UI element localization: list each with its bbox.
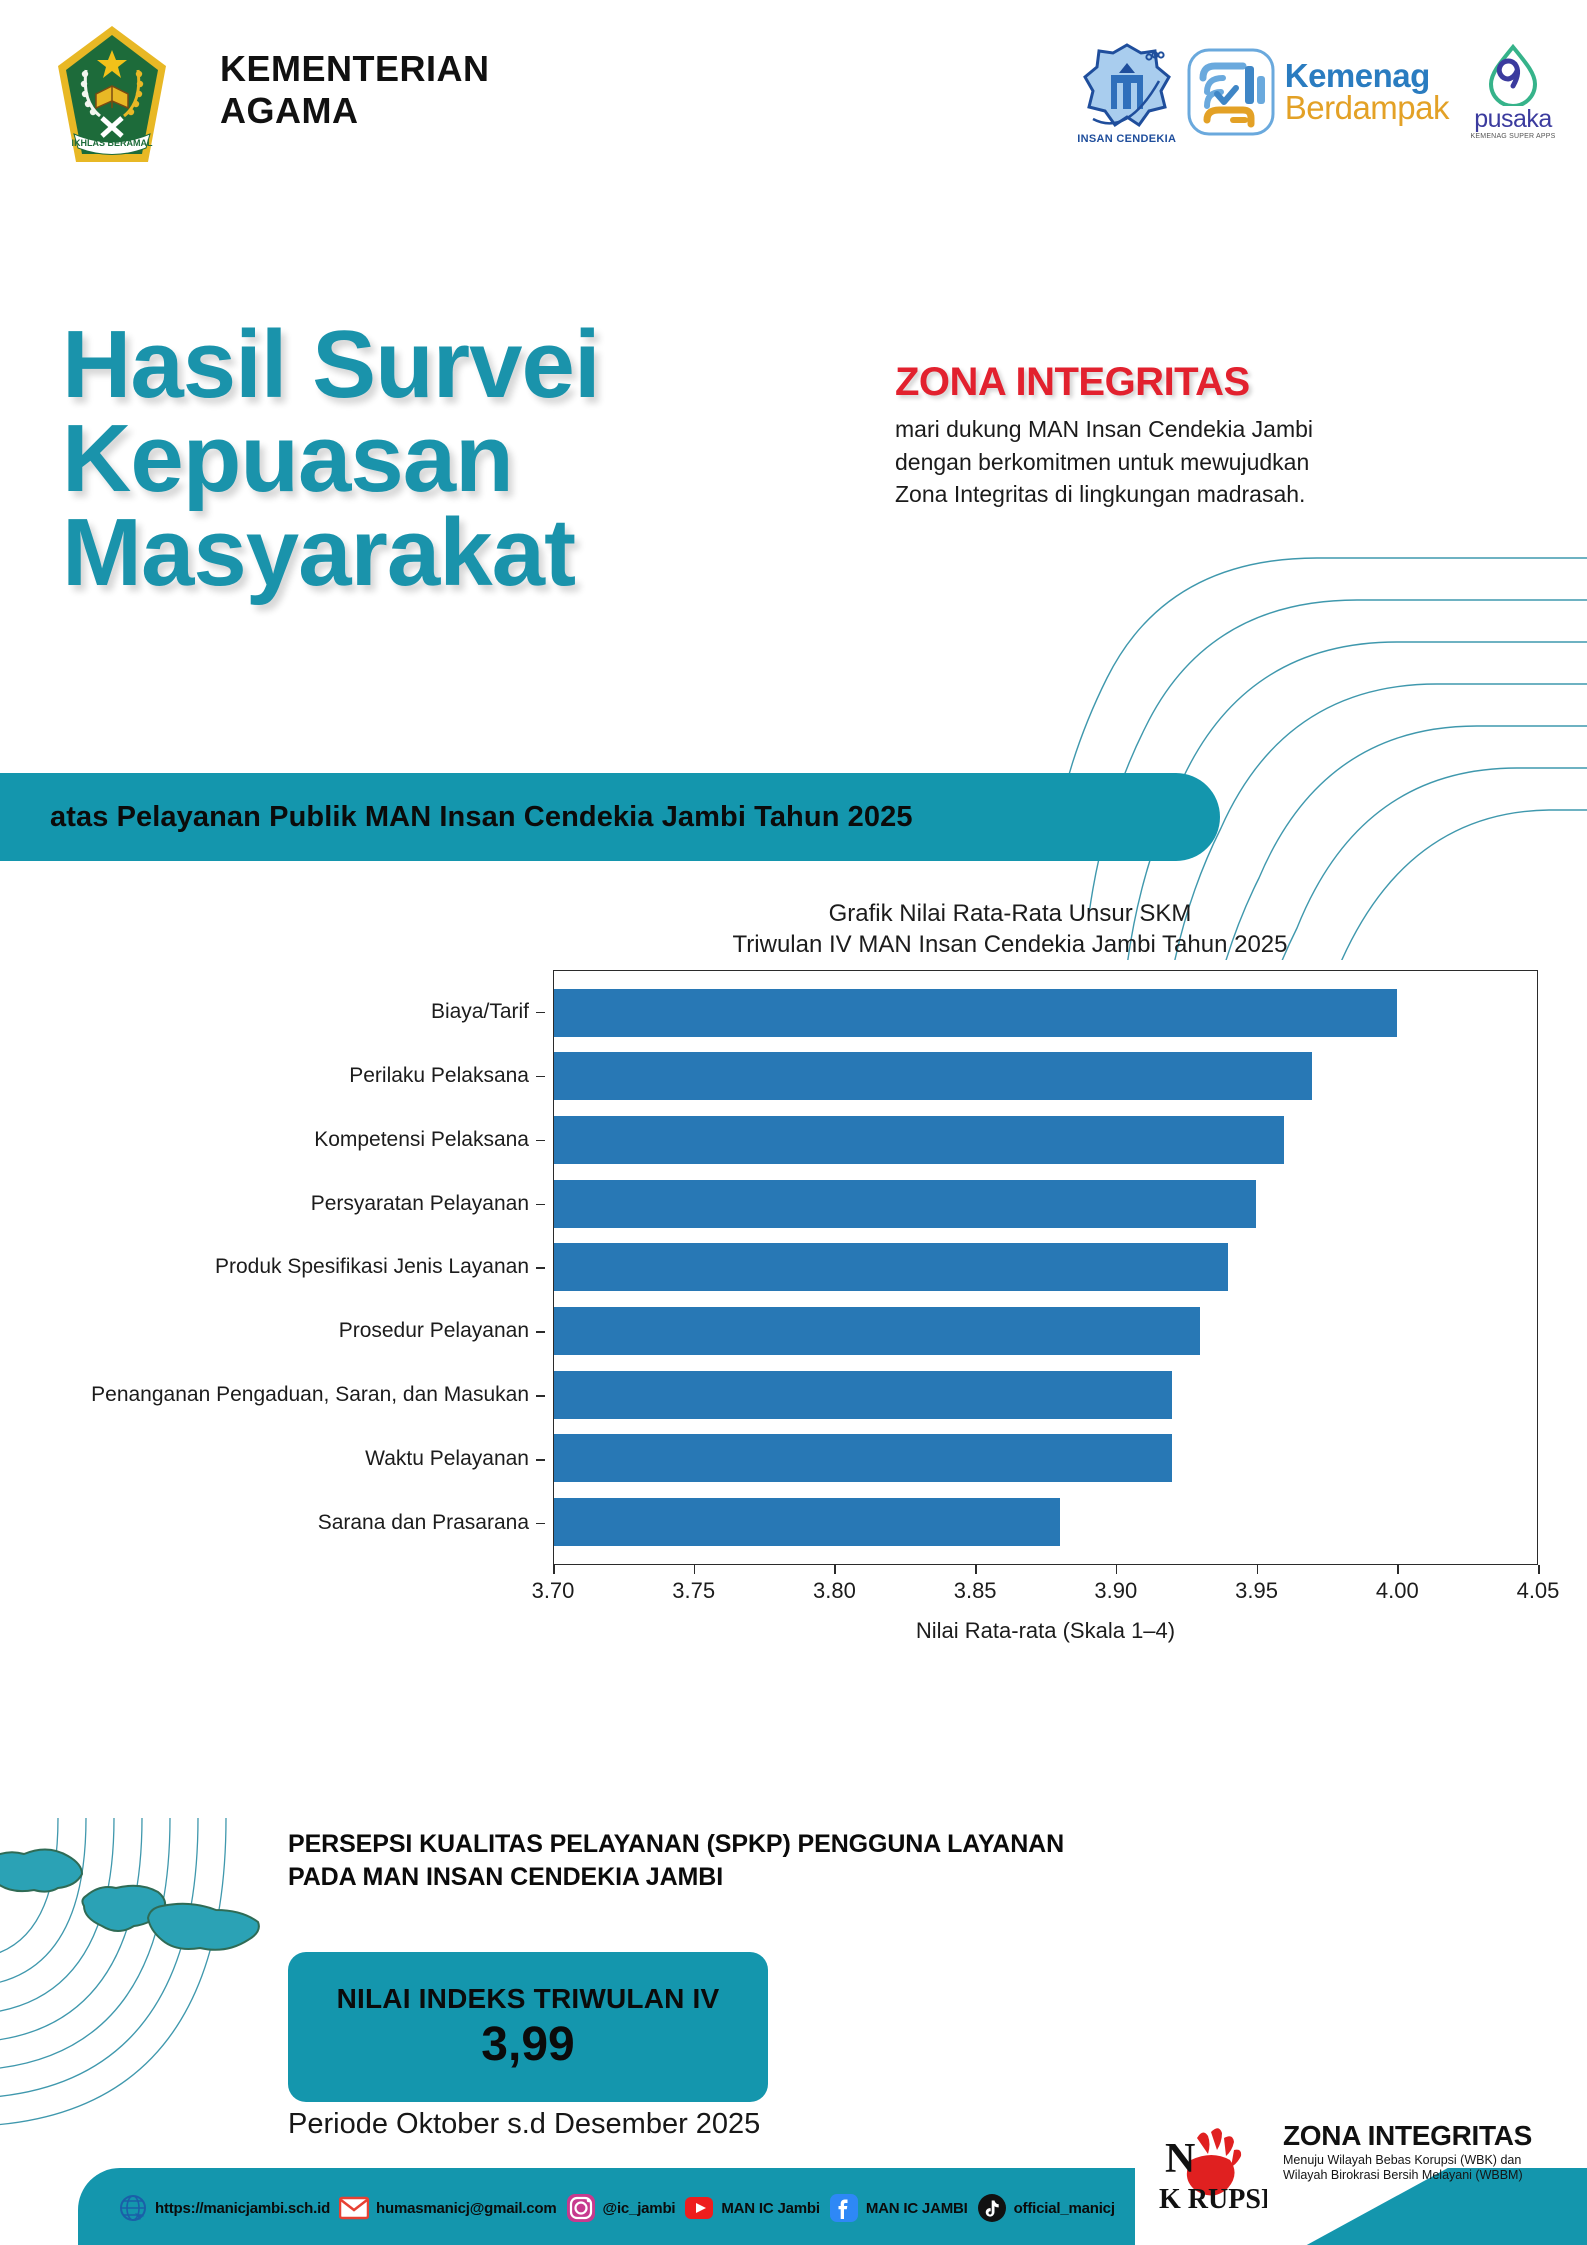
chart-bar bbox=[554, 1307, 1200, 1355]
footer-contact-text: official_manicj bbox=[1013, 2199, 1115, 2217]
chart-x-tick bbox=[1257, 1565, 1259, 1574]
emblem-korupsi-word: K RUPSI bbox=[1159, 2184, 1267, 2215]
zona-integritas-badge-title: ZONA INTEGRITAS bbox=[1283, 2120, 1533, 2151]
decorative-islands-graphic bbox=[0, 1818, 310, 2158]
chart-bar bbox=[554, 1498, 1060, 1546]
chart-x-tick-label: 3.70 bbox=[531, 1578, 575, 1603]
chart-bar-row bbox=[554, 1243, 1537, 1291]
facebook-icon bbox=[829, 2193, 859, 2223]
chart-bar bbox=[554, 1243, 1228, 1291]
index-score-label: NILAI INDEKS TRIWULAN IV bbox=[336, 1982, 720, 2014]
chart-bar-row bbox=[554, 1371, 1537, 1419]
zona-integritas-callout bbox=[895, 360, 1495, 511]
instagram-icon bbox=[566, 2193, 596, 2223]
chart-category-label: Waktu Pelayanan bbox=[0, 1435, 545, 1483]
chart-subtitle: Triwulan IV MAN Insan Cendekia Jambi Tahun 2025 bbox=[732, 931, 1288, 959]
period-text: Periode Oktober s.d Desember 2025 bbox=[288, 2108, 761, 2140]
kemenag-berdampak-mark-icon bbox=[1187, 48, 1275, 136]
page-title-line1: Hasil Survei bbox=[62, 311, 600, 418]
chart-x-axis-title: Nilai Rata-rata (Skala 1–4) bbox=[915, 1618, 1176, 1643]
chart-bars bbox=[554, 971, 1537, 1564]
kemenag-berdampak-line2: Berdampak bbox=[1284, 89, 1449, 126]
pusaka-droplet-icon bbox=[1485, 44, 1541, 106]
chart-x-tick bbox=[1538, 1565, 1540, 1574]
page-title-line3: Masyarakat bbox=[62, 499, 576, 607]
skm-bar-chart bbox=[0, 890, 1587, 1820]
chart-x-tick-label: 3.95 bbox=[1235, 1578, 1278, 1603]
chart-x-tick bbox=[553, 1565, 555, 1574]
chart-bar bbox=[554, 1180, 1256, 1228]
chart-bar bbox=[554, 1116, 1284, 1164]
chart-category-axis bbox=[0, 970, 545, 1565]
footer-contact-text: humasmanicj@gmail.com bbox=[376, 2199, 557, 2217]
chart-bar-row bbox=[554, 1498, 1537, 1546]
page-title-line2: Kepuasan bbox=[62, 405, 513, 513]
footer-contact-item[interactable] bbox=[339, 2193, 556, 2223]
tiktok-icon bbox=[977, 2193, 1007, 2223]
spkp-line1: PERSEPSI KUALITAS PELAYANAN (SPKP) PENGGUNA LAYANAN bbox=[288, 1830, 1065, 1858]
kemenag-berdampak-line1: Kemenag bbox=[1284, 57, 1430, 95]
chart-x-tick-label: 3.90 bbox=[1094, 1578, 1138, 1603]
footer-contact-item[interactable] bbox=[684, 2193, 819, 2223]
chart-x-tick-label: 4.00 bbox=[1375, 1578, 1419, 1603]
footer-contact-text: https://manicjambi.sch.id bbox=[155, 2199, 331, 2217]
chart-x-tick bbox=[694, 1565, 696, 1574]
chart-category-label: Prosedur Pelayanan bbox=[0, 1307, 545, 1355]
footer-contact-item[interactable] bbox=[829, 2193, 968, 2223]
chart-x-tick bbox=[975, 1565, 977, 1574]
chart-bar-row bbox=[554, 1434, 1537, 1482]
chart-bar-row bbox=[554, 1052, 1537, 1100]
ministry-name-line2: AGAMA bbox=[220, 90, 359, 132]
chart-bar-row bbox=[554, 989, 1537, 1037]
globe-icon bbox=[118, 2193, 148, 2223]
kementerian-agama-logo-icon bbox=[52, 22, 172, 170]
page-title bbox=[62, 311, 882, 607]
spkp-line2: PADA MAN INSAN CENDEKIA JAMBI bbox=[288, 1863, 724, 1891]
chart-x-tick-label: 3.85 bbox=[953, 1578, 997, 1603]
chart-title-main: Grafik Nilai Rata-Rata Unsur SKM bbox=[828, 900, 1192, 927]
pusaka-name: pusaka bbox=[1474, 105, 1552, 133]
ministry-name-line1: KEMENTERIAN bbox=[220, 48, 490, 89]
chart-bar bbox=[554, 989, 1397, 1037]
chart-bar bbox=[554, 1434, 1172, 1482]
ministry-name bbox=[220, 48, 490, 133]
footer-contact-list bbox=[118, 2188, 1115, 2228]
chart-category-label: Penanganan Pengaduan, Saran, dan Masukan bbox=[0, 1371, 545, 1419]
pusaka-logo bbox=[1463, 44, 1563, 140]
chart-bar-row bbox=[554, 1116, 1537, 1164]
chart-title bbox=[560, 898, 1460, 960]
anti-korupsi-emblem-icon bbox=[1145, 2104, 1267, 2226]
chart-x-tick-label: 3.80 bbox=[813, 1578, 856, 1603]
footer-contact-text: @ic_jambi bbox=[602, 2199, 676, 2217]
zona-integritas-badge-text bbox=[1283, 2122, 1583, 2184]
chart-x-tick bbox=[1116, 1565, 1118, 1574]
chart-bar-row bbox=[554, 1307, 1537, 1355]
zona-integritas-badge-sub2: Wilayah Birokrasi Bersih Melayani (WBBM) bbox=[1283, 2168, 1523, 2183]
zona-integritas-body-line3: Zona Integritas di lingkungan madrasah. bbox=[895, 481, 1306, 508]
chart-x-axis bbox=[531, 1565, 1560, 1611]
chart-category-label: Sarana dan Prasarana bbox=[0, 1499, 545, 1547]
subtitle-banner bbox=[0, 773, 1220, 861]
chart-bar bbox=[554, 1052, 1312, 1100]
partner-logos bbox=[1077, 28, 1563, 156]
chart-category-label: Kompetensi Pelaksana bbox=[0, 1116, 545, 1164]
footer-contact-item[interactable] bbox=[566, 2193, 676, 2223]
footer-contact-item[interactable] bbox=[118, 2193, 330, 2223]
pusaka-tagline: KEMENAG SUPER APPS bbox=[1470, 133, 1556, 140]
index-score-card bbox=[288, 1952, 768, 2102]
zona-integritas-body-line1: mari dukung MAN Insan Cendekia Jambi bbox=[895, 416, 1314, 442]
footer-contact-item[interactable] bbox=[977, 2193, 1115, 2223]
index-score-value: 3,99 bbox=[481, 2017, 575, 2071]
page-header bbox=[0, 0, 1587, 200]
youtube-icon bbox=[684, 2193, 714, 2223]
footer-contact-text: MAN IC JAMBI bbox=[865, 2199, 968, 2217]
gmail-icon bbox=[339, 2193, 369, 2223]
footer-contact-text: MAN IC Jambi bbox=[721, 2199, 820, 2217]
svg-text:IKHLAS BERAMAL: IKHLAS BERAMAL bbox=[71, 138, 153, 148]
chart-category-label: Produk Spesifikasi Jenis Layanan bbox=[0, 1243, 545, 1291]
chart-bar bbox=[554, 1371, 1172, 1419]
chart-x-tick-label: 4.05 bbox=[1516, 1578, 1560, 1603]
zona-integritas-badge bbox=[1135, 2092, 1587, 2245]
chart-category-label: Persyaratan Pelayanan bbox=[0, 1180, 545, 1228]
chart-category-label: Perilaku Pelaksana bbox=[0, 1052, 545, 1100]
insan-cendekia-caption: INSAN CENDEKIA bbox=[1077, 133, 1177, 145]
subtitle-banner-text: atas Pelayanan Publik MAN Insan Cendekia Jambi Tahun 2025 bbox=[50, 800, 913, 833]
insan-cendekia-logo-icon bbox=[1077, 37, 1177, 147]
kemenag-berdampak-logo bbox=[1187, 48, 1449, 136]
chart-bar-row bbox=[554, 1180, 1537, 1228]
zona-integritas-badge-sub1: Menuju Wilayah Bebas Korupsi (WBK) dan bbox=[1283, 2153, 1522, 2167]
chart-x-tick-label: 3.75 bbox=[672, 1578, 716, 1603]
chart-category-label: Biaya/Tarif bbox=[0, 988, 545, 1036]
chart-plot-area bbox=[553, 970, 1538, 1565]
spkp-heading bbox=[288, 1828, 1238, 1894]
chart-x-tick bbox=[1397, 1565, 1399, 1574]
zona-integritas-heading: ZONA INTEGRITAS bbox=[895, 360, 1250, 404]
chart-x-tick bbox=[834, 1565, 836, 1574]
emblem-n-letter: N bbox=[1165, 2136, 1196, 2182]
zona-integritas-body-line2: dengan berkomitmen untuk mewujudkan bbox=[895, 448, 1310, 475]
